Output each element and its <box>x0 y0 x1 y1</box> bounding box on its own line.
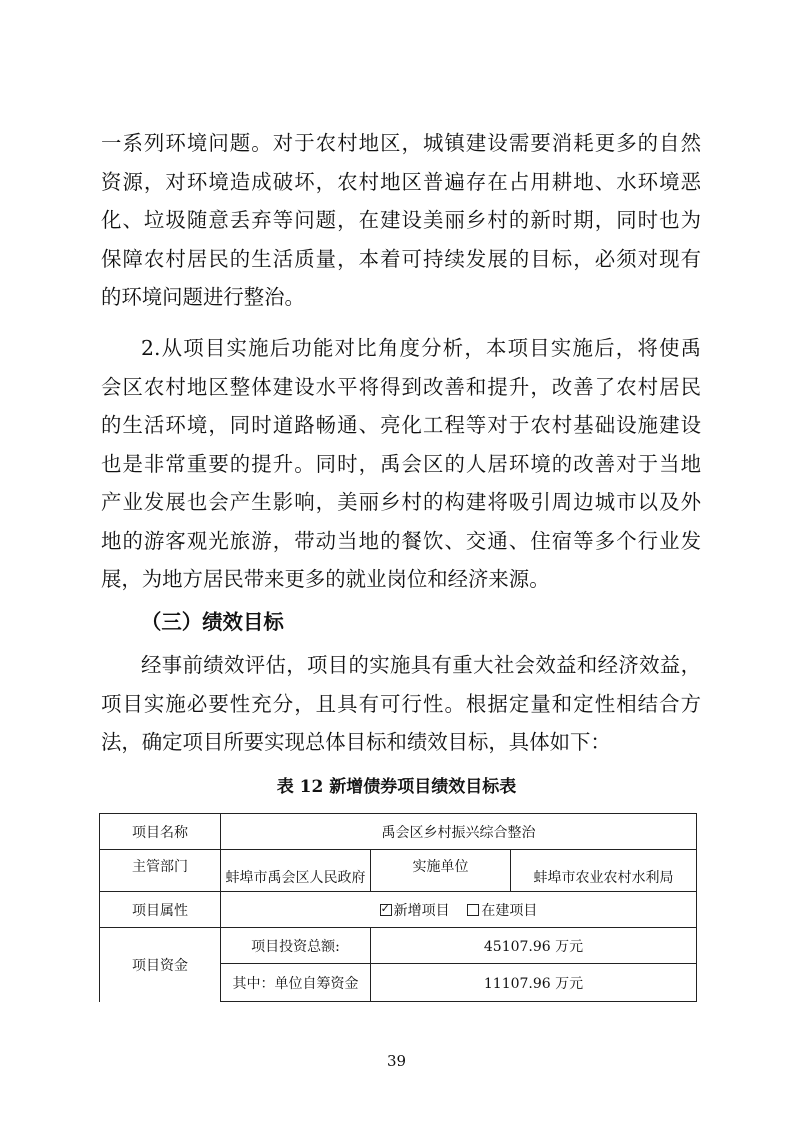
text-line: 2.从项目实施后功能对比角度分析，本项目实施后，将使禹 <box>141 336 701 360</box>
table-row <box>100 850 697 892</box>
text-line: 产业发展也会产生影响，美丽乡村的构建将吸引周边城市以及外 <box>101 490 701 514</box>
paragraph-environment-issues <box>101 124 701 317</box>
text-line: 会区农村地区整体建设水平将得到改善和提升，改善了农村居民 <box>101 374 701 399</box>
text-line: 地的游客观光旅游，带动当地的餐饮、交通、住宿等多个行业发 <box>101 528 701 553</box>
text-line: 的生活环境，同时道路畅通、亮化工程等对于农村基础设施建设 <box>101 413 701 437</box>
table-caption: 表 12 新增债券项目绩效目标表 <box>276 777 517 797</box>
text-line: 经事前绩效评估，项目的实施具有重大社会效益和经济效益， <box>141 653 701 677</box>
attr-option-ongoing: 在建项目 <box>481 902 538 919</box>
text-line: 也是非常重要的提升。同时，禹会区的人居环境的改善对于当地 <box>101 451 701 476</box>
checkbox-checked-icon[interactable] <box>380 904 392 916</box>
project-name-label: 项目名称 <box>100 814 221 850</box>
paragraph-function-comparison <box>101 329 701 599</box>
dept-label: 主管部门 <box>100 850 221 892</box>
impl-value: 蚌埠市农业农村水利局 <box>511 850 697 892</box>
dept-value: 蚌埠市禹会区人民政府 <box>221 850 371 892</box>
section-heading: （三）绩效目标 <box>141 610 284 634</box>
text-line: 保障农村居民的生活质量，本着可持续发展的目标，必须对现有 <box>101 246 701 271</box>
text-line: 展，为地方居民带来更多的就业岗位和经济来源。 <box>101 567 550 591</box>
self-raised-label: 其中：单位自筹资金 <box>221 964 371 1002</box>
text-line: 的环境问题进行整治。 <box>101 285 305 309</box>
attr-label: 项目属性 <box>100 892 221 928</box>
performance-target-table <box>99 813 697 1002</box>
table-row <box>100 892 697 928</box>
page-number: 39 <box>386 1052 407 1070</box>
table-row <box>100 814 697 850</box>
total-invest-value: 45107.96 万元 <box>371 928 697 964</box>
text-line: 一系列环境问题。对于农村地区，城镇建设需要消耗更多的自然 <box>101 131 701 155</box>
impl-label: 实施单位 <box>371 850 511 892</box>
text-line: 资源，对环境造成破坏，农村地区普遍存在占用耕地、水环境恶 <box>101 169 701 194</box>
attr-option-new: 新增项目 <box>393 902 450 919</box>
text-line: 法，确定项目所要实现总体目标和绩效目标，具体如下： <box>101 730 611 754</box>
text-line: 化、垃圾随意丢弃等问题，在建设美丽乡村的新时期，同时也为 <box>101 208 701 232</box>
text-line: 项目实施必要性充分，且具有可行性。根据定量和定性相结合方 <box>101 691 701 716</box>
attr-options <box>221 892 697 928</box>
total-invest-label: 项目投资总额: <box>221 928 371 964</box>
table-row <box>100 928 697 964</box>
funds-label: 项目资金 <box>100 928 221 1002</box>
checkbox-empty-icon[interactable] <box>467 904 479 916</box>
project-name-value: 禹会区乡村振兴综合整治 <box>221 814 697 850</box>
paragraph-performance-evaluation <box>101 646 701 762</box>
self-raised-value: 11107.96 万元 <box>371 964 697 1002</box>
